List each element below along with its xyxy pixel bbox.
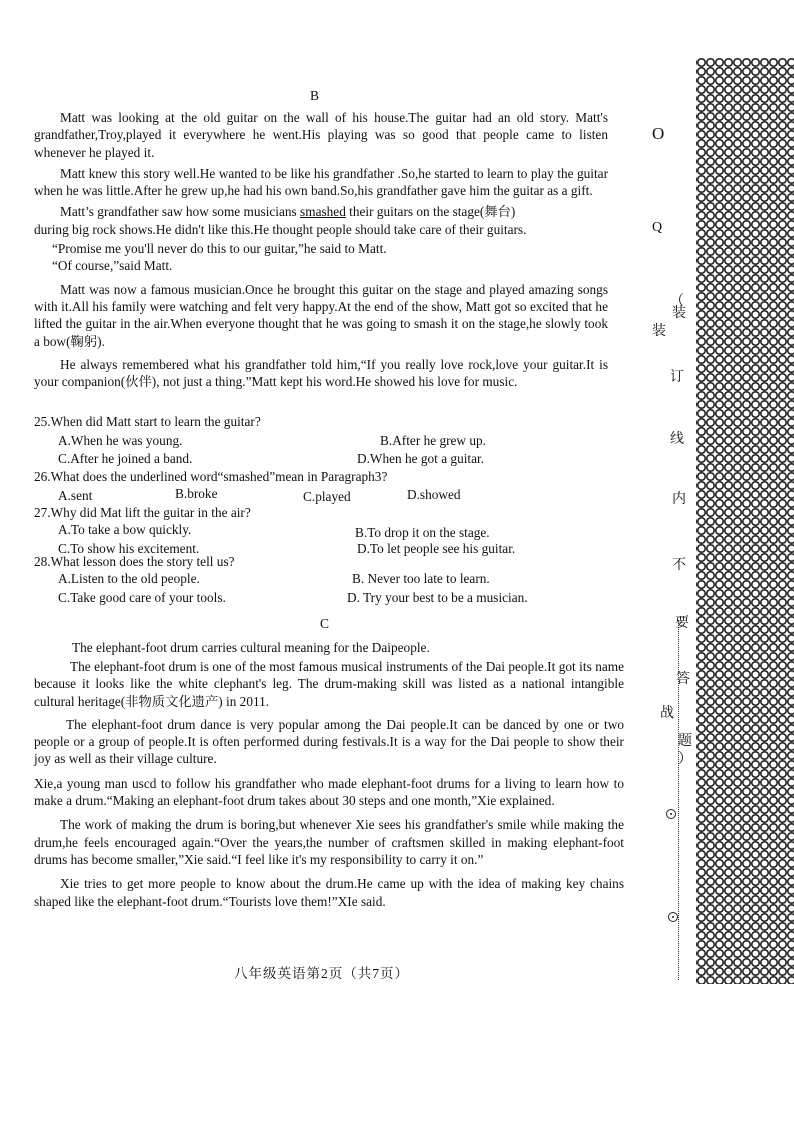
paragraph-b3 xyxy=(34,203,608,238)
question-25: 25.When did Matt start to learn the guitar? xyxy=(34,414,261,429)
binding-char-zhuang-2: 装 xyxy=(652,324,666,339)
binding-char-da: 答 xyxy=(676,672,690,687)
q25-option-d: D.When he got a guitar. xyxy=(357,451,485,466)
binding-char-ti: 题 xyxy=(678,734,692,749)
paragraph-b2: Matt knew this story well.He wanted to be like his grandfather .So,he started to learn to play the guitar when he was little.After he grew up,he had his own band.So,his grandfather gave him the guitar as a gift. xyxy=(34,165,608,199)
question-27: 27.Why did Mat lift the guitar in the air? xyxy=(34,505,251,520)
binding-strip-pattern xyxy=(688,58,794,984)
binding-char-xian: 线 xyxy=(670,432,684,447)
paragraph-b7: He always remembered what his grandfather told him,“If you really love rock,love your guitar.It is your companion(伙伴), not just a thing.”Matt kept his word.He showed his love for music. xyxy=(34,356,608,390)
paragraph-b4: “Promise me you'll never do this to our guitar,”he said to Matt. xyxy=(52,241,387,257)
page-footer: 八年级英语第2页（共7页） xyxy=(234,966,409,981)
q28-option-a: A.Listen to the old people. xyxy=(58,571,200,586)
binding-char-yao: 要 xyxy=(675,616,689,631)
binding-char-nei: 内 xyxy=(672,492,686,507)
q25-option-b: B.After he grew up. xyxy=(380,433,486,448)
paragraph-c4: The work of making the drum is boring,but whenever Xie sees his grandfather's smile while making the drum,he feels encouraged again.“Over the years,the number of craftsmen skilled in making elephant-foot drums has become smaller,”Xie said.“I feel like it's my responsibility to carry it on.” xyxy=(34,817,624,867)
binding-label-q: Q xyxy=(652,220,663,235)
q26-option-c: C.played xyxy=(303,489,351,504)
paragraph-b6: Matt was now a famous musician.Once he brought this guitar on the stage and played amazing songs with it.All his family were watching and felt very happy.At the end of the show, Matt got so excited that he lifted the guitar in the air.When everyone thought that he was going to smash it on the stage,he slowly took a bow(鞠躬). xyxy=(34,281,608,349)
section-c-heading: C xyxy=(320,616,330,631)
section-b-passage xyxy=(34,109,608,390)
binding-hole-1 xyxy=(666,809,676,819)
paragraph-b5: “Of course,”said Matt. xyxy=(52,258,173,274)
paragraph-b3-cont: during big rock shows.He didn't like this.He thought people should take care of their guitars. xyxy=(34,221,527,237)
paragraph-b3-end: their guitars on the stage(舞台) xyxy=(345,204,516,220)
q28-option-c: C.Take good care of your tools. xyxy=(58,590,226,605)
paragraph-c5: Xie tries to get more people to know about the drum.He came up with the idea of making key chains shaped like the elephant-foot drum.“Tourists love them!”XIe said. xyxy=(34,876,624,909)
paragraph-b3-start: Matt’s grandfather saw how some musicians xyxy=(60,204,301,220)
binding-char-zhan: 战 xyxy=(660,706,674,721)
q28-option-d: D. Try your best to be a musician. xyxy=(347,590,528,605)
section-c-title: The elephant-foot drum carries cultural meaning for the Daipeople. xyxy=(72,640,430,655)
binding-char-ding: 订 xyxy=(670,370,684,385)
q25-option-c: C.After he joined a band. xyxy=(58,451,193,466)
underlined-word-smashed: smashed xyxy=(300,204,346,220)
binding-label-o: O xyxy=(652,124,665,143)
q27-option-c: C.To show his excitement. xyxy=(58,541,200,556)
q26-option-b: B.broke xyxy=(175,486,218,501)
binding-char-zhuang-1: 装 xyxy=(672,306,686,321)
q28-option-b: B. Never too late to learn. xyxy=(352,571,490,586)
binding-char-open-paren: （ xyxy=(670,294,684,309)
binding-char-close-paren: ） xyxy=(678,752,692,767)
q27-option-d: D.To let people see his guitar. xyxy=(357,541,516,556)
section-b-heading: B xyxy=(310,88,320,103)
paragraph-b1: Matt was looking at the old guitar on the wall of his house.The guitar had an old story. Matt's grandfather,Troy,played it everywhere he went.His playing was so good that people came to listen whenever he played it. xyxy=(34,110,608,160)
question-26: 26.What does the underlined word“smashed”mean in Paragraph3? xyxy=(34,469,388,484)
paragraph-c1: The elephant-foot drum is one of the most famous musical instruments of the Dai people.It got its name because it looks like the white clephant's leg. The drum-making skill was listed as a national intangible cultural heritage(非物质文化遗产) in 2011. xyxy=(34,659,624,709)
question-28: 28.What lesson does the story tell us? xyxy=(34,554,235,569)
q26-option-a: A.sent xyxy=(58,488,93,503)
binding-strip-edge xyxy=(688,58,696,984)
q25-option-a: A.When he was young. xyxy=(58,433,183,448)
section-c-passage xyxy=(34,658,624,910)
q27-option-b: B.To drop it on the stage. xyxy=(355,525,490,540)
q26-option-d: D.showed xyxy=(407,487,461,502)
q27-option-a: A.To take a bow quickly. xyxy=(58,522,192,537)
paragraph-c3: Xie,a young man uscd to follow his grandfather who made elephant-foot drums for a living to learn how to make a drum.“Making an elephant-foot drum takes about 30 steps and one month,”Xie explained. xyxy=(34,775,624,809)
binding-hole-2 xyxy=(668,912,678,922)
paragraph-c2: The elephant-foot drum dance is very popular among the Dai people.It can be danced by one or two people or a group of people.It is often performed during festivals.It is a way for the Dai people to show their joy as well as their village culture. xyxy=(34,716,624,767)
binding-char-bu: 不 xyxy=(672,558,686,573)
